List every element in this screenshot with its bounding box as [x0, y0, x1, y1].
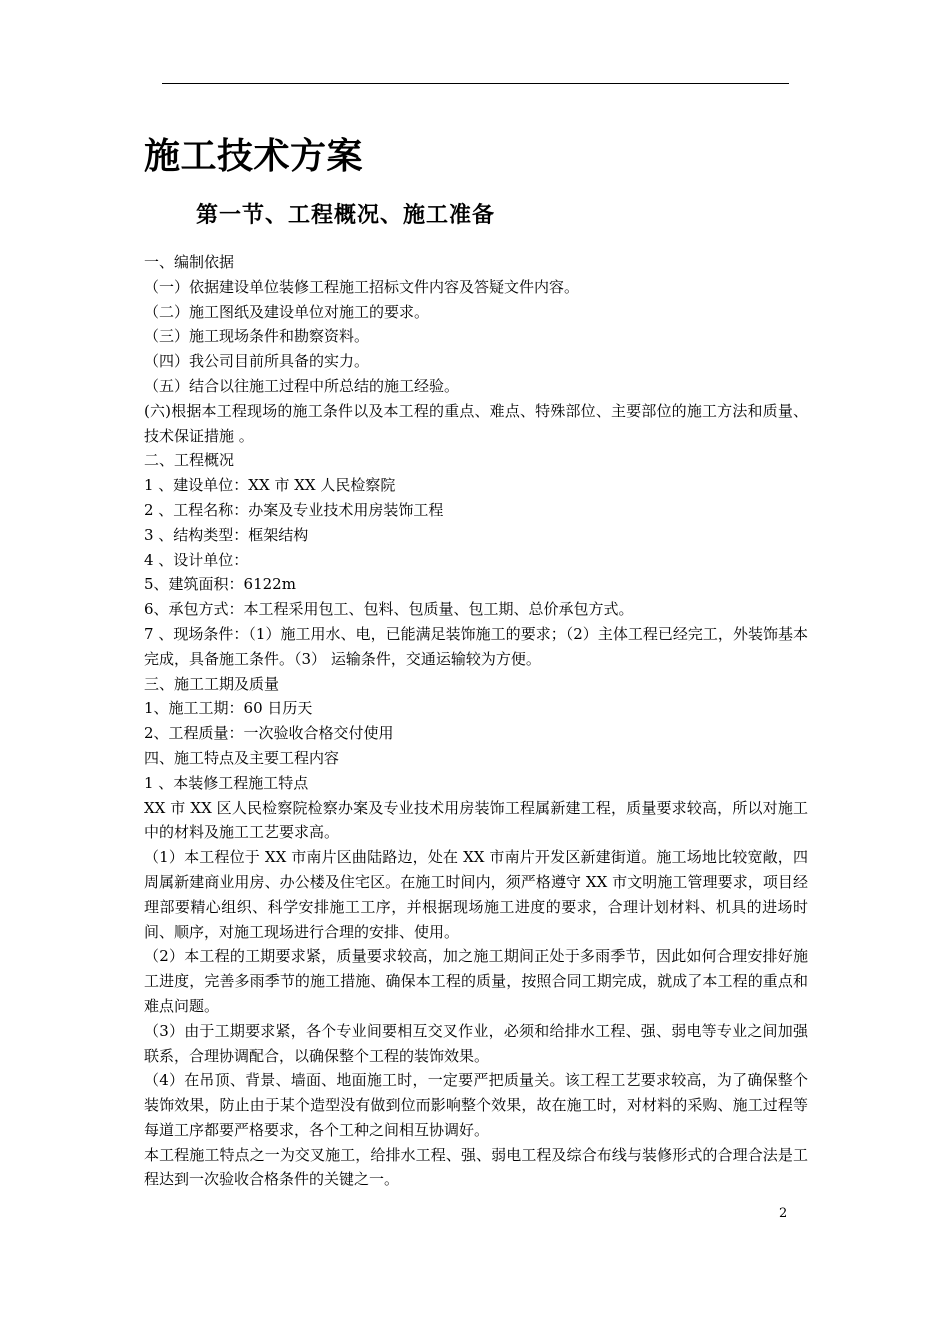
- document-title: 施工技术方案: [144, 136, 364, 177]
- paragraph: 2、工程质量：一次验收合格交付使用: [144, 724, 394, 743]
- paragraph: 本工程施工特点之一为交叉施工，给排水工程、强、弱电工程及综合布线与装修形式的合理合法是工程达到一次验收合格条件的关键之一。: [144, 1145, 808, 1189]
- body-text: [144, 250, 808, 1192]
- paragraph: 2 、工程名称：办案及专业技术用房装饰工程: [144, 500, 444, 519]
- paragraph: （二）施工图纸及建设单位对施工的要求。: [144, 302, 430, 321]
- paragraph: 1 、建设单位：XX 市 XX 人民检察院: [144, 476, 396, 495]
- paragraph: （四）我公司目前所具备的实力。: [144, 352, 370, 371]
- paragraph: 1、施工工期：60 日历天: [144, 699, 313, 718]
- paragraph: （三）施工现场条件和勘察资料。: [144, 327, 370, 346]
- paragraph: （3）由于工期要求紧，各个专业间要相互交叉作业，必须和给排水工程、强、弱电等专业之间加强联系，合理协调配合，以确保整个工程的装饰效果。: [144, 1021, 808, 1065]
- paragraph: XX 市 XX 区人民检察院检察办案及专业技术用房装饰工程属新建工程，质量要求较高，所以对施工中的材料及施工工艺要求高。: [144, 798, 808, 842]
- page-number: 2: [779, 1206, 788, 1221]
- heading-construction-features: 四、施工特点及主要工程内容: [144, 748, 340, 767]
- paragraph: （1）本工程位于 XX 市南片区曲陆路边，处在 XX 市南片开发区新建街道。施工场地比较宽敞，四周属新建商业用房、办公楼及住宅区。在施工时间内，须严格遵守 XX 市文明施工管理要求，项目经理部要精心组织、科学安排施工工序，并根据现场施工进度的要求，合理计划材料、机具的进场时间、顺序，对施工现场进行合理的安排、使用。: [144, 848, 808, 941]
- paragraph: 7 、现场条件：（1）施工用水、电，已能满足装饰施工的要求；（2）主体工程已经完工，外装饰基本完成，具备施工条件。（3） 运输条件，交通运输较为方便。: [144, 624, 808, 668]
- paragraph: (六)根据本工程现场的施工条件以及本工程的重点、难点、特殊部位、主要部位的施工方法和质量、技术保证措施 。: [144, 401, 808, 445]
- paragraph: （2）本工程的工期要求紧，质量要求较高，加之施工期间正处于多雨季节，因此如何合理安排好施工进度，完善多雨季节的施工措施、确保本工程的质量，按照合同工期完成，就成了本工程的重点和难点问题。: [144, 947, 808, 1015]
- paragraph: 1 、本装修工程施工特点: [144, 773, 309, 792]
- heading-project-overview: 二、工程概况: [144, 451, 235, 470]
- paragraph: 6、承包方式：本工程采用包工、包料、包质量、包工期、总价承包方式。: [144, 600, 634, 619]
- paragraph: 3 、结构类型：框架结构: [144, 525, 309, 544]
- paragraph: （五）结合以往施工过程中所总结的施工经验。: [144, 376, 460, 395]
- heading-schedule-quality: 三、施工工期及质量: [144, 674, 280, 693]
- header-rule: [162, 83, 789, 84]
- paragraph: 5、建筑面积：6122m: [144, 575, 296, 594]
- paragraph: （4）在吊顶、背景、墙面、地面施工时，一定要严把质量关。该工程工艺要求较高，为了确保整个装饰效果，防止由于某个造型没有做到位而影响整个效果，故在施工时，对材料的采购、施工过程等每道工序都要严格要求，各个工种之间相互协调好。: [144, 1071, 808, 1139]
- heading-compilation-basis: 一、编制依据: [144, 253, 235, 271]
- paragraph: 4 、设计单位：: [144, 550, 249, 569]
- paragraph: （一）依据建设单位装修工程施工招标文件内容及答疑文件内容。: [144, 277, 580, 296]
- section-title: 第一节、工程概况、施工准备: [196, 203, 496, 228]
